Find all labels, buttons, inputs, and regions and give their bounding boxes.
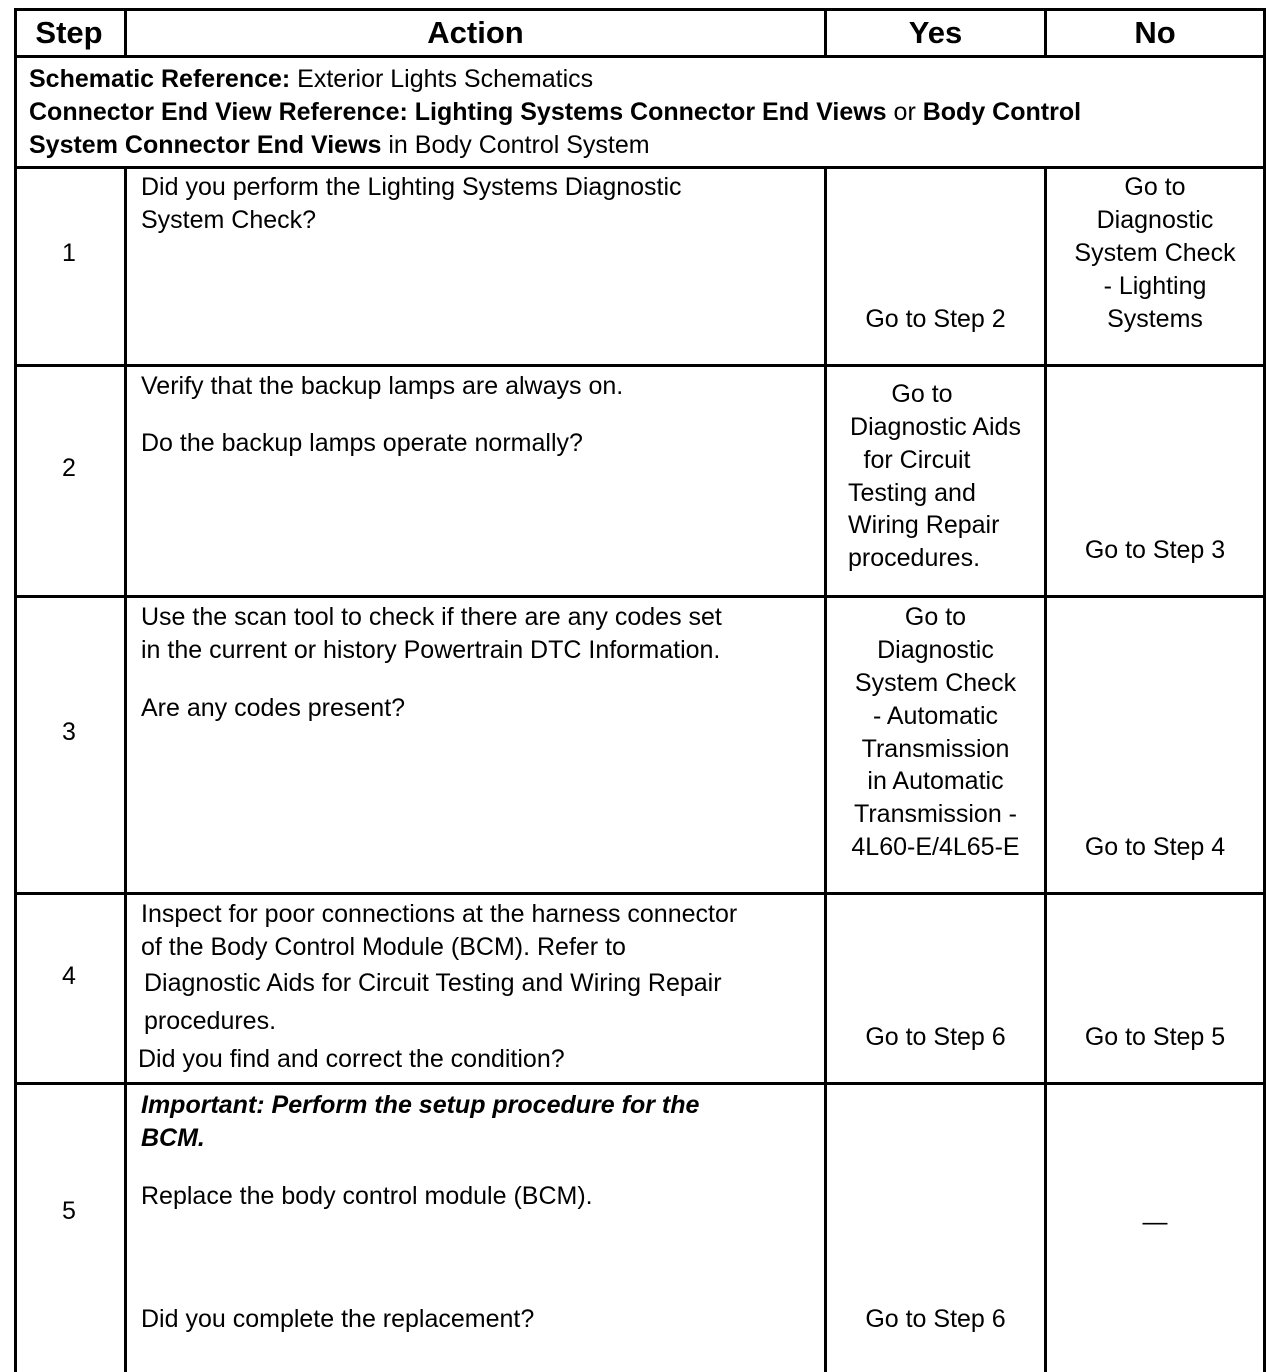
row-divider [14,595,1266,598]
yes-result: Go to [904,603,967,631]
schematic-reference [29,63,593,96]
yes-result: Go to [891,380,953,408]
yes-result: procedures. [848,544,981,572]
yes-result: Testing and [848,479,976,507]
action-text: of the Body Control Module (BCM). Refer to [141,933,626,961]
action-text: Inspect for poor connections at the harness connector [141,900,738,928]
row-divider [14,892,1266,895]
reference-divider [14,166,1266,169]
action-text: Did you perform the Lighting Systems Diagnostic [141,173,682,201]
no-result: Diagnostic [1096,206,1214,234]
step-number: 1 [62,239,76,267]
connector-reference-in: in Body Control System [381,131,650,159]
yes-result: System Check [854,669,1017,697]
yes-result: Transmission [861,735,1010,763]
important-note: BCM. [141,1124,205,1152]
table-border-right [1263,8,1266,1372]
connector-reference-body-1: Body Control [922,98,1082,126]
no-result-dash: — [1142,1208,1168,1236]
connector-reference-label: Connector End View Reference: Lighting Systems Connector End Views [29,98,887,126]
action-text: Are any codes present? [141,694,406,722]
no-result: System Check [1074,239,1236,267]
no-result: Go to Step 5 [1084,1023,1226,1051]
yes-result: Go to Step 6 [865,1023,1006,1051]
action-text: Did you find and correct the condition? [138,1045,565,1073]
yes-result: Wiring Repair [848,511,1000,539]
yes-result: Go to Step 6 [865,1305,1006,1333]
step-number: 5 [62,1197,76,1225]
no-result: Go to Step 4 [1084,833,1226,861]
table-border-left [14,8,17,1372]
step-number: 3 [62,718,76,746]
schematic-reference-value: Exterior Lights Schematics [290,65,594,93]
col-divider [1044,166,1047,1372]
connector-reference-line2 [29,129,650,162]
header-action: Action [427,15,524,50]
action-text: Do the backup lamps operate normally? [141,429,583,457]
yes-result: for Circuit [863,446,971,474]
action-text: Replace the body control module (BCM). [141,1182,593,1210]
yes-result: - Automatic [872,702,999,730]
yes-result: Diagnostic Aids [850,413,1021,441]
no-result: - Lighting [1103,272,1207,300]
action-text: procedures. [144,1007,277,1035]
action-text: System Check? [141,206,317,234]
action-text: Verify that the backup lamps are always on. [141,372,624,400]
connector-reference-body-2: System Connector End Views [29,131,382,159]
header-yes: Yes [908,15,963,50]
no-result: Go to [1124,173,1186,201]
no-result: Systems [1107,305,1203,333]
step-number: 4 [62,962,76,990]
no-result: Go to Step 3 [1084,536,1226,564]
action-text: in the current or history Powertrain DTC Information. [141,636,721,664]
yes-result: Transmission - [854,800,1017,828]
yes-result: in Automatic [867,767,1004,795]
connector-reference-line1 [29,96,1081,129]
col-divider [124,166,127,1372]
connector-reference-or: or [886,98,923,126]
row-divider [14,364,1266,367]
action-text: Did you complete the replacement? [141,1305,535,1333]
diagnostic-table [14,8,1266,1372]
header-divider [14,55,1266,58]
action-text: Diagnostic Aids for Circuit Testing and Wiring Repair [144,969,722,997]
yes-result: 4L60-E/4L65-E [851,833,1020,861]
header-no: No [1134,15,1176,50]
yes-result: Diagnostic [877,636,994,664]
header-step: Step [35,15,103,50]
yes-result: Go to Step 2 [865,305,1006,333]
action-text: Use the scan tool to check if there are any codes set [141,603,722,631]
important-note: Important: Perform the setup procedure for the [141,1091,700,1119]
schematic-reference-label: Schematic Reference: [29,65,291,93]
row-divider [14,1082,1266,1085]
table-border-top [14,8,1266,11]
step-number: 2 [62,454,76,482]
